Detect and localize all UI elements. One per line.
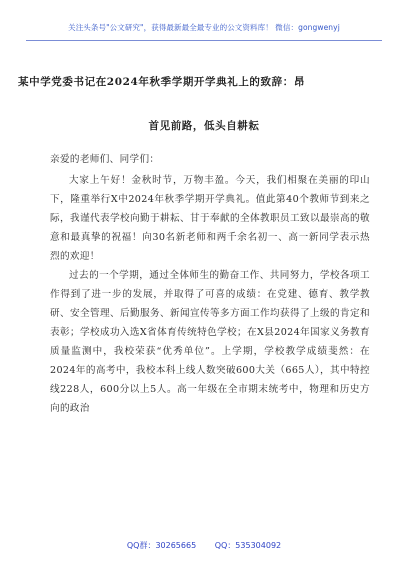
- document-title-line-2: 首见前路，低头自耕耘: [148, 120, 260, 132]
- footer-contact: [0, 540, 408, 551]
- header-divider: [26, 40, 382, 41]
- paragraph-1: 大家上午好！金秋时节，万物丰盈。今天，我们相聚在美丽的印山下，隆重举行X中2024年秋季学期开学典礼。值此第40个教师节到来之际，我谨代表学校向勤于耕耘、甘于奉献的全体教职员工致以最崇高的敬意和最真挚的祝福！向30名新老师和两千余名初一、高一新同学表示热烈的欢迎！: [50, 175, 370, 262]
- header-banner: 关注头条号"公文研究"，获得最新最全最专业的公文资料库！ 微信：gongwenyj: [68, 23, 340, 32]
- footer-qq-group: QQ群：30265665: [126, 541, 197, 550]
- salutation: 亲爱的老师们、同学们：: [50, 154, 160, 165]
- footer-qq: QQ：535304092: [214, 541, 282, 550]
- document-body: [50, 150, 370, 418]
- document-title-line-1: 某中学党委书记在2024年秋季学期开学典礼上的致辞：昂: [18, 76, 305, 88]
- paragraph-2: 过去的一个学期，通过全体师生的勤奋工作、共同努力，学校各项工作得到了进一步的发展，并取得了可喜的成绩：在党建、德育、教学教研、安全管理、后勤服务、新闻宣传等多方面工作均获得了上级的肯定和表彰；学校成功入选X省体育传统特色学校；在X县2024年国家义务教育质量监测中，我校荣获“优秀单位”。上学期，学校教学成绩斐然：在2024年的高考中，我校本科上线人数突破600大关（665人），其中特控线228人，600分以上5人。高一年级在全市期末统考中，物理和历史方向的政治: [50, 270, 370, 414]
